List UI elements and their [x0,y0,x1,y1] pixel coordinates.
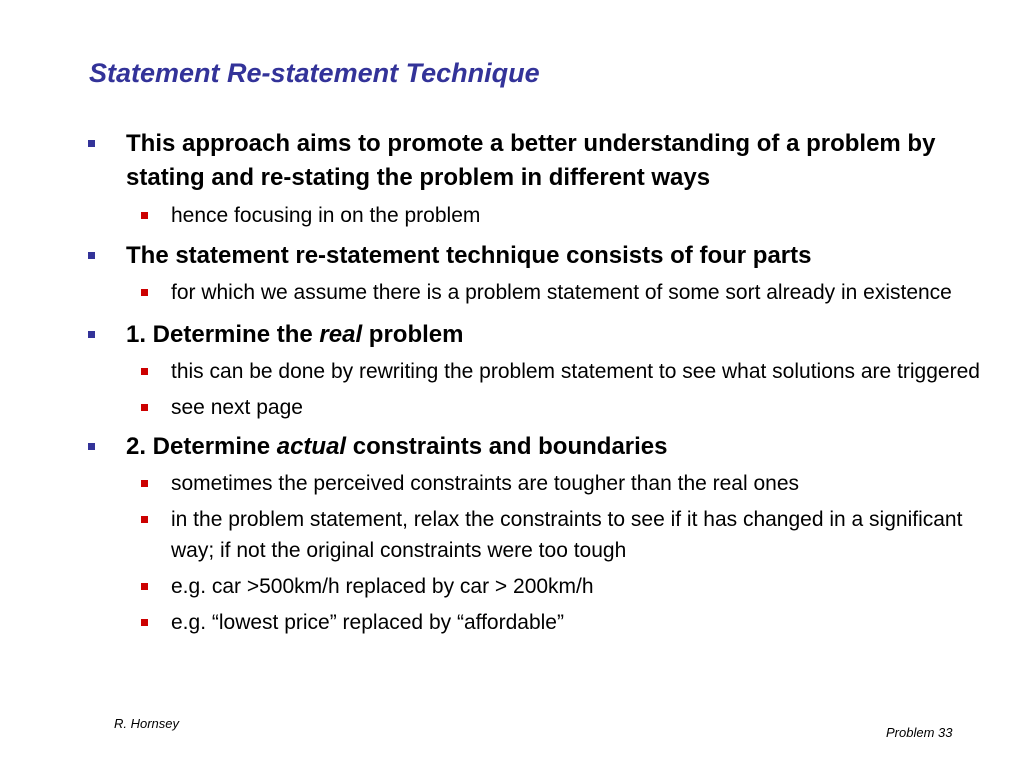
square-bullet-icon [141,480,148,487]
footer-author: R. Hornsey [114,716,180,731]
square-bullet-icon [88,252,95,259]
bullet-determine-actual [126,430,986,464]
sub-bullet-price-example [171,607,986,638]
square-bullet-icon [141,212,148,219]
sub-bullet-text: e.g. car >500km/h replaced by car > 200km/h [171,575,594,598]
square-bullet-icon [141,619,148,626]
sub-bullet-perceived [171,468,986,499]
square-bullet-icon [88,140,95,147]
bullet-text: The statement re-statement technique consists of four parts [126,242,812,269]
sub-bullet-car-example [171,571,986,602]
sub-bullet-text: for which we assume there is a problem statement of some sort already in existence [171,281,952,304]
sub-bullet-relax [171,504,986,566]
footer-page-number: Problem 33 [886,725,953,740]
square-bullet-icon [88,331,95,338]
slide-title: Statement Re-statement Technique [89,58,540,88]
bullet-text: This approach aims to promote a better understanding of a problem by stating and re-stating the problem in different ways [126,130,936,191]
sub-bullet-text: e.g. “lowest price” replaced by “affordable” [171,611,564,634]
square-bullet-icon [88,443,95,450]
sub-bullet-text: this can be done by rewriting the problem statement to see what solutions are triggered [171,360,980,383]
bullet-text-after: constraints and boundaries [346,433,668,460]
sub-bullet-text: in the problem statement, relax the constraints to see if it has changed in a significant way; if not the original constraints were too tough [171,508,963,562]
bullet-text-emphasis: actual [276,433,347,460]
sub-bullet-text: see next page [171,396,303,419]
square-bullet-icon [141,516,148,523]
bullet-text-after: problem [362,321,464,348]
square-bullet-icon [141,583,148,590]
sub-bullet-focusing [171,200,986,231]
square-bullet-icon [141,368,148,375]
bullet-approach [126,127,986,195]
sub-bullet-text: sometimes the perceived constraints are tougher than the real ones [171,472,800,495]
sub-bullet-text: hence focusing in on the problem [171,204,481,227]
bullet-text-before: 2. Determine [126,433,277,460]
sub-bullet-next-page [171,392,986,423]
bullet-text-emphasis: real [319,321,363,348]
bullet-list [0,127,1024,638]
bullet-text-before: 1. Determine the [126,321,320,348]
square-bullet-icon [141,289,148,296]
sub-bullet-assume [171,277,986,308]
sub-bullet-rewriting [171,356,986,387]
square-bullet-icon [141,404,148,411]
bullet-determine-real [126,318,986,352]
bullet-four-parts [126,239,986,273]
